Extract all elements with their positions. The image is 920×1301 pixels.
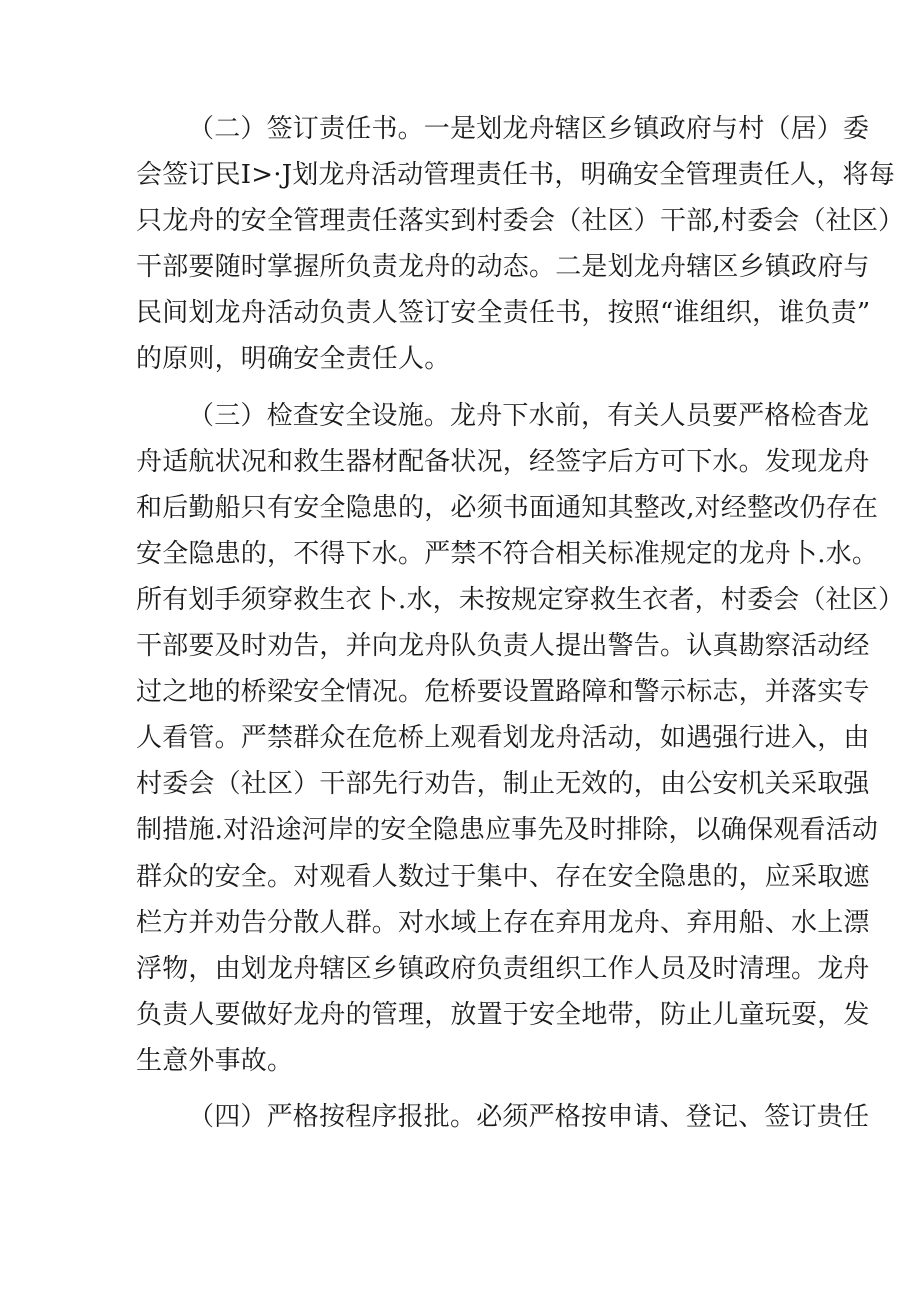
paragraph-line: 人看管。严禁群众在危桥上观看划龙舟活动，如遇强行进入，由 — [136, 723, 870, 754]
paragraph-report-approval — [136, 1094, 870, 1140]
paragraph-spacer — [136, 383, 796, 393]
paragraph-line: 村委会（社区）干部先行劝告，制止无效的，由公安机关采取强 — [136, 769, 870, 800]
paragraph-line: 安全隐患的，不得下水。严禁不符合相关标准规定的龙舟卜.水。 — [136, 538, 879, 569]
paragraph-line: 民间划龙舟活动负责人签订安全责任书，按照“谁组织，谁负责” — [136, 298, 871, 329]
paragraph-sign-responsibility — [136, 106, 905, 383]
paragraph-line: 群众的安全。对观看人数过于集中、存在安全隐患的，应采取遮 — [136, 861, 870, 892]
paragraph-line: 生意外事故。 — [136, 1045, 294, 1076]
paragraph-line: （三）检查安全设施。龙舟下水前，有关人员要严格检杳龙 — [188, 400, 870, 431]
paragraph-line: 栏方并劝告分散人群。对水域上存在弃用龙舟、弃用船、水上漂 — [136, 907, 870, 938]
paragraph-line: 的原则，明确安全责任人。 — [136, 344, 451, 375]
paragraph-line: 和后勤船只有安全隐患的，必须书面通知其整改,对经整改仍存在 — [136, 492, 879, 523]
paragraph-line: 干部要及时劝告，并向龙舟队负责人提出警告。认真勘察活动经 — [136, 631, 870, 662]
paragraph-line: 制措施.对沿途河岸的安全隐患应事先及时排除，以确保观看活动 — [136, 815, 879, 846]
paragraph-line: 会签订民I>·J划龙舟活动管理责任书，明确安全管理责任人，将每 — [136, 160, 895, 191]
paragraph-line: 所有划手须穿救生衣卜.水，未按规定穿救生衣者，村委会（社区） — [136, 584, 905, 615]
paragraph-line: 过之地的桥梁安全情况。危桥要设置路障和警示标志，并落实专 — [136, 677, 870, 708]
paragraph-spacer — [136, 1084, 796, 1094]
document-body — [136, 106, 905, 1140]
paragraph-check-safety — [136, 393, 905, 1084]
paragraph-line: 干部要随时掌握所负责龙舟的动态。二是划龙舟辖区乡镇政府与 — [136, 252, 870, 283]
paragraph-line: （二）签订责任书。一是划龙舟辖区乡镇政府与村（居）委 — [188, 114, 870, 144]
paragraph-line: 舟适航状况和救生器材配备状况，经签字后方可下水。发现龙舟 — [136, 446, 870, 477]
paragraph-line: 负责人要做好龙舟的管理，放置于安全地带，防止儿童玩耍，发 — [136, 999, 870, 1030]
paragraph-line: （四）严格按程序报批。必须严格按申请、登记、签订贵任 — [188, 1101, 870, 1132]
paragraph-line: 浮物，由划龙舟辖区乡镇政府负责组织工作人员及时清理。龙舟 — [136, 953, 870, 984]
paragraph-line: 只龙舟的安全管理责任落实到村委会（社区）干部,村委会（社区） — [136, 206, 905, 237]
